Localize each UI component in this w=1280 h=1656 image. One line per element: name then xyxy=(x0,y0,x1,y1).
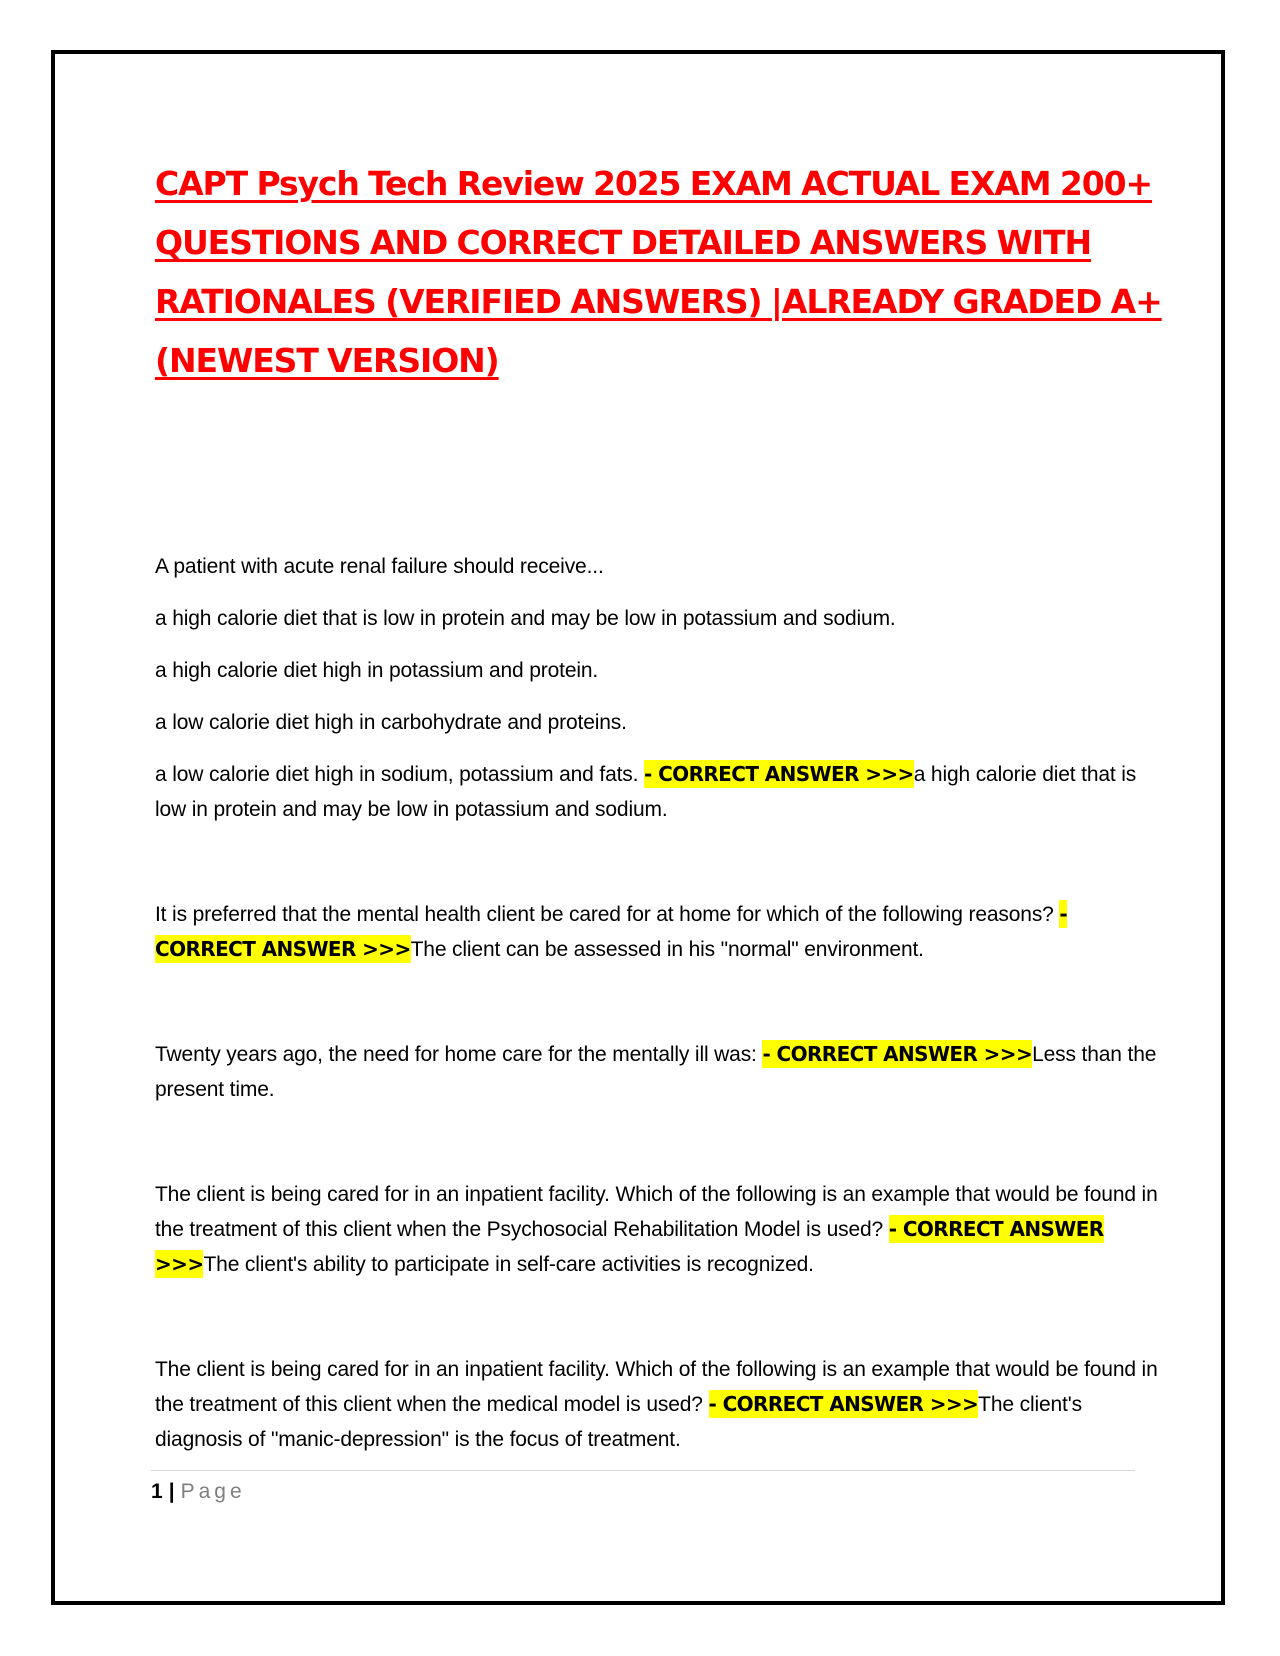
question-with-answer xyxy=(155,1352,1165,1457)
page-footer xyxy=(151,1477,246,1507)
question-block-3 xyxy=(155,1037,1165,1107)
answer-option: a high calorie diet high in potassium and protein. xyxy=(155,659,599,682)
correct-answer-text: The client's ability to participate in self-care activities is recognized. xyxy=(203,1253,814,1276)
footer-divider xyxy=(151,1470,1135,1471)
page-number: 1 xyxy=(151,1480,163,1503)
correct-answer-text: Less than the present time. xyxy=(155,1043,1157,1101)
question-text: A patient with acute renal failure should receive... xyxy=(155,555,604,578)
question-text: Twenty years ago, the need for home care for the mentally ill was: xyxy=(155,1043,757,1066)
question-with-answer xyxy=(155,1177,1165,1282)
answer-option: a high calorie diet that is low in protein and may be low in potassium and sodium. xyxy=(155,607,896,630)
document-title: CAPT Psych Tech Review 2025 EXAM ACTUAL EXAM 200+ QUESTIONS AND CORRECT DETAILED ANSWERS WITH RATIONALES (VERIFIED ANSWERS) |ALREADY GRADED A+ (NEWEST VERSION) xyxy=(155,164,1162,380)
question-block-5 xyxy=(155,1352,1165,1457)
answer-option-with-answer xyxy=(155,757,1165,827)
question-block-4 xyxy=(155,1177,1165,1282)
question-block-1 xyxy=(155,549,1165,827)
question-with-answer xyxy=(155,897,1165,967)
answer-option: a low calorie diet high in sodium, potassium and fats. xyxy=(155,763,639,786)
correct-answer-tag: - CORRECT ANSWER >>> xyxy=(762,1042,1033,1066)
correct-answer-tag: - CORRECT ANSWER >>> xyxy=(708,1392,979,1416)
correct-answer-tag: - CORRECT ANSWER >>> xyxy=(155,902,1068,961)
answer-option: a low calorie diet high in carbohydrate and proteins. xyxy=(155,711,627,734)
question-list xyxy=(155,549,1165,1457)
correct-answer-tag: - CORRECT ANSWER >>> xyxy=(644,762,914,786)
question-text: The client is being cared for in an inpatient facility. Which of the following is an example that would be found in the treatment of this client when the Psychosocial Rehabilitation Model is used? xyxy=(155,1183,1158,1241)
correct-answer-text: The client's diagnosis of "manic-depression" is the focus of treatment. xyxy=(155,1393,1082,1451)
question-with-answer xyxy=(155,1037,1165,1107)
page-separator: | xyxy=(168,1480,175,1503)
page-content xyxy=(155,154,1165,1451)
page-label: Page xyxy=(180,1480,246,1503)
correct-answer-tag: - CORRECT ANSWER >>> xyxy=(155,1217,1104,1276)
question-block-2 xyxy=(155,897,1165,967)
question-text: It is preferred that the mental health client be cared for at home for which of the following reasons? xyxy=(155,903,1054,926)
question-text: The client is being cared for in an inpatient facility. Which of the following is an example that would be found in the treatment of this client when the medical model is used? xyxy=(155,1358,1158,1416)
page-frame xyxy=(51,50,1225,1605)
correct-answer-text: a high calorie diet that is low in protein and may be low in potassium and sodium. xyxy=(155,763,1137,821)
correct-answer-text: The client can be assessed in his "normal" environment. xyxy=(410,938,924,961)
